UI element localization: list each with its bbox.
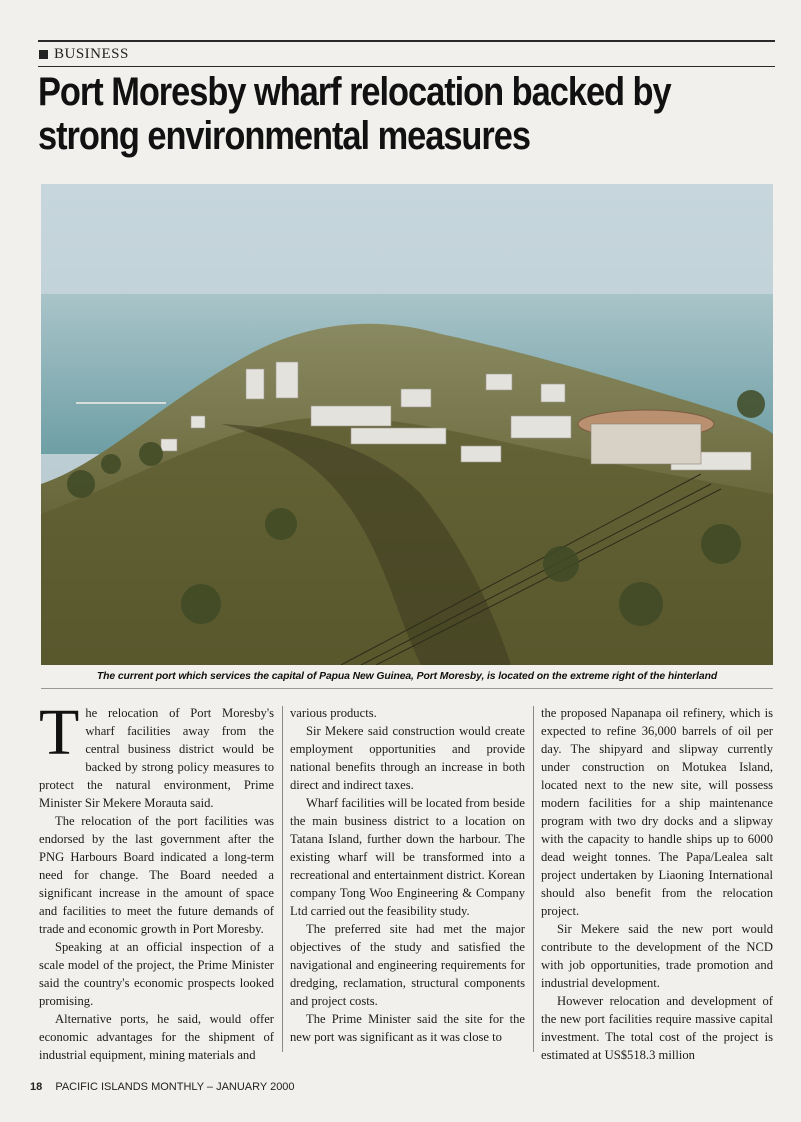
section-header <box>38 40 775 67</box>
section-square-icon <box>39 50 48 59</box>
paragraph: The preferred site had met the major objectives of the study and satisfied the navigational and engineering requirements for dredging, reclamation, structural components and project costs. <box>290 922 525 1008</box>
caption-divider <box>41 688 773 689</box>
article-column-2 <box>290 704 525 1046</box>
publication-name: PACIFIC ISLANDS MONTHLY – JANUARY 2000 <box>55 1081 295 1093</box>
paragraph: Speaking at an official inspection of a scale model of the project, the Prime Minister said the country's economic prospects looked promising. <box>39 940 274 1008</box>
paragraph: various products. <box>290 706 377 720</box>
column-divider <box>282 706 283 1052</box>
article-column-1 <box>39 696 274 1064</box>
aerial-photo <box>41 184 773 665</box>
paragraph-text: he relocation of Port Moresby's wharf facilities away from the central business district would be backed by strong policy measures to protect the natural environment, Prime Minister Sir Mekere Morauta said. <box>39 706 274 810</box>
paragraph: However relocation and development of the new port facilities require massive capital investment. The total cost of the project is estimated at US$518.3 million <box>541 994 773 1062</box>
article-column-3 <box>541 704 773 1064</box>
paragraph: The relocation of the port facilities was endorsed by the last government after the PNG Harbours Board indicated a long-term need for change. The Board needed a significant increase in the amount of space and facilities to meet the future demands of trade and economic growth in Port Moresby. <box>39 814 274 936</box>
page-footer <box>30 1081 295 1093</box>
drop-cap: T <box>39 696 80 769</box>
paragraph: Wharf facilities will be located from beside the main business district to a location on Tatana Island, further down the harbour. The existing wharf will be transformed into a recreational and entertainment district. Korean company Tong Woo Engineering & Company Ltd carried out the feasibility study. <box>290 796 525 918</box>
photo-caption: The current port which services the capital of Papua New Guinea, Port Moresby, is located on the extreme right of the hinterland <box>96 671 718 682</box>
paragraph: The Prime Minister said the site for the new port was significant as it was close to <box>290 1012 525 1044</box>
column-divider <box>533 706 534 1052</box>
paragraph: the proposed Napanapa oil refinery, which is expected to refine 36,000 barrels of oil per day. The shipyard and slipway currently under construction on Motukea Island, located next to the new site, will possess modern facilities for a ship maintenance program with two dry docks and a slipway with the capacity to handle ships up to 6000 dead weight tonnes. The Papa/Lealea salt project undertaken by Liaoning International should also benefit from the relocation project. <box>541 706 773 918</box>
paragraph: Sir Mekere said construction would create employment opportunities and provide national benefits through an increase in both direct and indirect taxes. <box>290 724 525 792</box>
aerial-photo-illustration <box>41 184 773 665</box>
paragraph: Alternative ports, he said, would offer economic advantages for the shipment of industrial equipment, mining materials and <box>39 1012 274 1062</box>
headline-line-2: strong environmental measures <box>38 114 530 158</box>
headline-line-1: Port Moresby wharf relocation backed by <box>38 70 671 114</box>
page-number: 18 <box>30 1081 43 1093</box>
paragraph: Sir Mekere said the new port would contribute to the development of the NCD with job opportunities, trade promotion and industrial development. <box>541 922 773 990</box>
paragraph <box>39 696 274 812</box>
section-label: BUSINESS <box>54 45 129 62</box>
article-headline <box>38 70 671 158</box>
